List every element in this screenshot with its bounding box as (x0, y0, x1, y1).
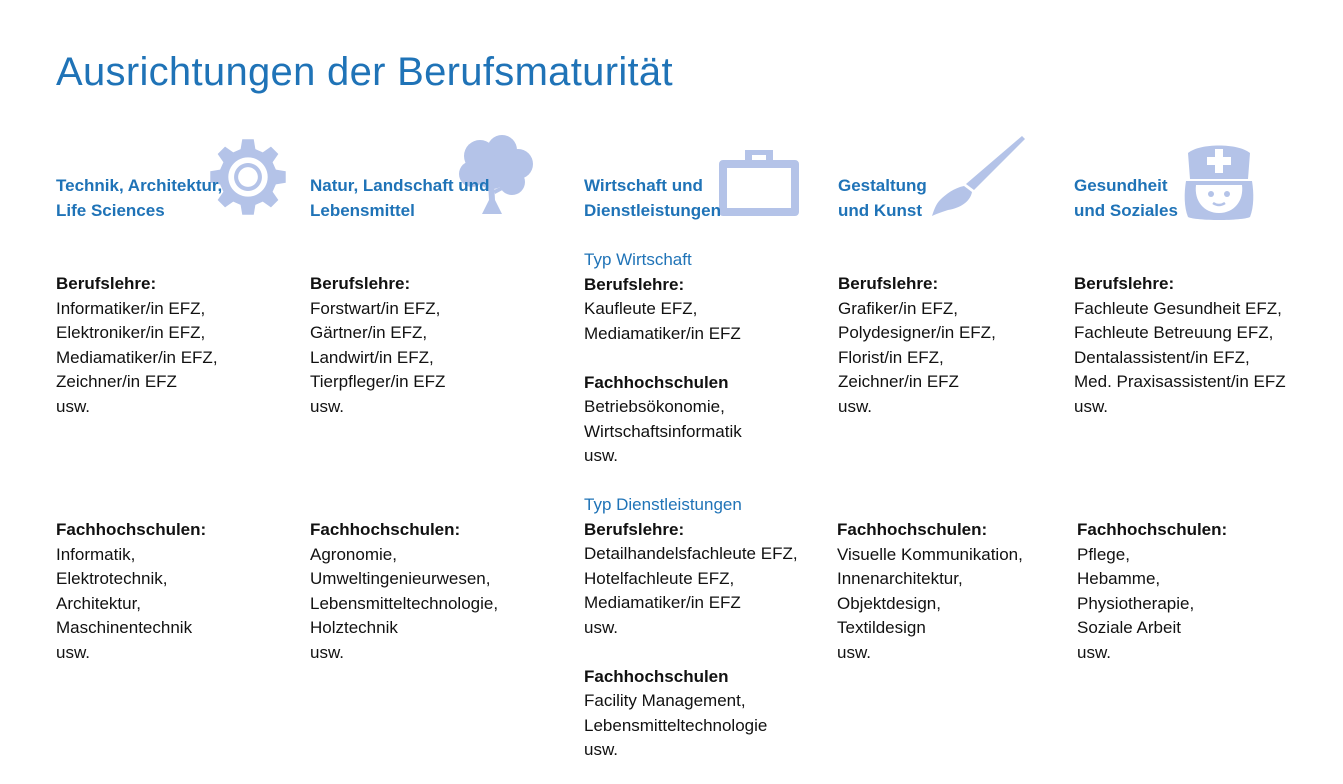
list-item: Wirtschaftsinformatik (584, 421, 742, 441)
section-label: Fachhochschulen (584, 666, 729, 686)
list-item: Lebensmitteltechnologie, (310, 593, 499, 613)
section-label: Berufslehre: (584, 519, 685, 539)
list-item: Florist/in EFZ, (838, 347, 944, 367)
section-label: Fachhochschulen (584, 372, 729, 392)
list-item: Hotelfachleute EFZ, (584, 568, 735, 588)
list-item: Holztechnik (310, 618, 398, 637)
list-item: Med. Praxisassistent/in EFZ (1074, 372, 1286, 391)
list-item: Visuelle Kommunikation, (837, 544, 1023, 564)
heading-line: Lebensmittel (310, 200, 415, 220)
list-item: usw. (837, 642, 872, 662)
heading-line: Wirtschaft und (584, 176, 703, 195)
list-item: Landwirt/in EFZ, (310, 347, 434, 367)
list-item: Informatik, (56, 544, 136, 564)
section-label: Berufslehre: (838, 274, 939, 293)
heading-line: Gestaltung (838, 176, 927, 195)
list-item: Architektur, (56, 593, 142, 613)
list-item: Innenarchitektur, (837, 569, 963, 588)
heading-line: Natur, Landschaft und (310, 176, 490, 195)
list-item: Textildesign (837, 618, 926, 637)
list-item: usw. (56, 642, 91, 662)
list-item: Kaufleute EFZ, (584, 299, 698, 318)
subheading: Typ Dienstleistungen (584, 495, 742, 514)
list-item: usw. (838, 396, 873, 416)
berufslehre-section (1074, 272, 1286, 419)
column-heading (1074, 174, 1178, 223)
list-item: Fachleute Betreuung EFZ, (1074, 323, 1274, 342)
list-item: Agronomie, (310, 544, 397, 564)
section-label: Berufslehre: (584, 274, 685, 294)
subheading: Typ Wirtschaft (584, 250, 692, 269)
section-label: Berufslehre: (310, 274, 411, 293)
list-item: Tierpfleger/in EFZ (310, 372, 446, 391)
list-item: Lebensmitteltechnologie (584, 715, 768, 735)
list-item: Betriebsökonomie, (584, 397, 725, 416)
list-item: Mediamatiker/in EFZ (584, 323, 741, 343)
list-item: usw. (310, 642, 345, 662)
list-item: Grafiker/in EFZ, (838, 298, 958, 318)
list-item: usw. (1077, 642, 1112, 662)
list-item: Polydesigner/in EFZ, (838, 323, 996, 342)
heading-line: Gesundheit (1074, 176, 1168, 195)
list-item: Zeichner/in EFZ (56, 372, 177, 391)
list-item: Mediamatiker/in EFZ (584, 593, 741, 612)
heading-line: Life Sciences (56, 200, 165, 220)
list-item: usw. (584, 740, 619, 759)
nurse-icon (1182, 141, 1256, 221)
heading-line: Dienstleistungen (584, 200, 721, 220)
list-item: Zeichner/in EFZ (838, 372, 959, 391)
list-item: usw. (56, 396, 91, 416)
list-item: Elektrotechnik, (56, 569, 168, 588)
section-label: Berufslehre: (56, 274, 157, 293)
list-item: Forstwart/in EFZ, (310, 298, 441, 318)
heading-line: Technik, Architektur, (56, 176, 223, 195)
list-item: Detailhandelsfachleute EFZ, (584, 544, 798, 563)
heading-line: und Kunst (838, 200, 923, 220)
list-item: Gärtner/in EFZ, (310, 323, 428, 342)
list-item: Elektroniker/in EFZ, (56, 323, 206, 342)
list-item: Informatiker/in EFZ, (56, 298, 206, 318)
list-item: Objektdesign, (837, 593, 941, 613)
section-label: Fachhochschulen: (837, 520, 988, 539)
section-label: Fachhochschulen: (310, 520, 461, 539)
list-item: Physiotherapie, (1077, 593, 1195, 613)
list-item: usw. (1074, 396, 1109, 416)
list-item: Soziale Arbeit (1077, 618, 1181, 637)
list-item: Maschinentechnik (56, 618, 193, 637)
heading-line: und Soziales (1074, 200, 1178, 220)
list-item: usw. (310, 396, 345, 416)
list-item: Facility Management, (584, 691, 746, 710)
list-item: Fachleute Gesundheit EFZ, (1074, 298, 1282, 318)
list-item: usw. (584, 446, 619, 465)
list-item: Pflege, (1077, 544, 1130, 564)
fachhochschulen-section (1077, 518, 1227, 665)
list-item: Dentalassistent/in EFZ, (1074, 347, 1250, 367)
page-title: Ausrichtungen der Berufsmaturität (56, 50, 673, 94)
list-item: Hebamme, (1077, 569, 1161, 588)
list-item: usw. (584, 617, 619, 637)
section-label: Fachhochschulen: (1077, 520, 1228, 539)
section-label: Berufslehre: (1074, 274, 1175, 293)
list-item: Umweltingenieurwesen, (310, 569, 491, 588)
section-label: Fachhochschulen: (56, 520, 207, 539)
list-item: Mediamatiker/in EFZ, (56, 347, 218, 367)
